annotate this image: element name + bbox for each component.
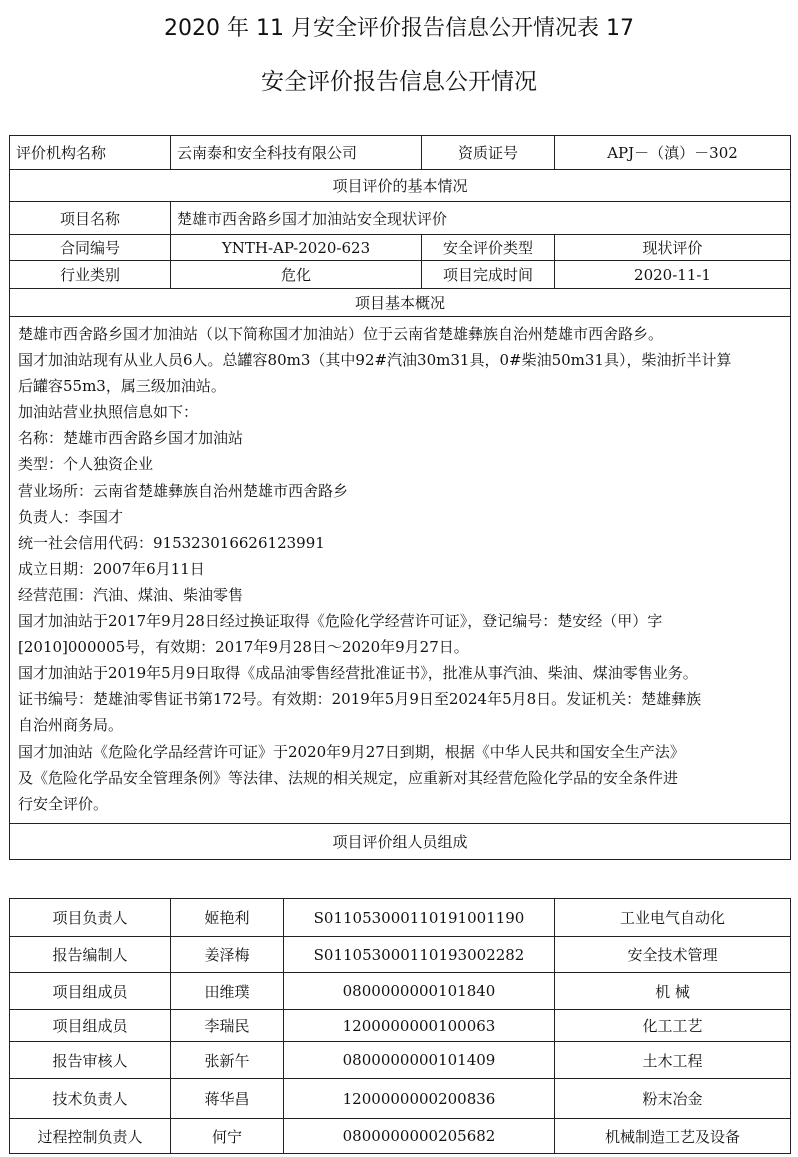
overview-line: 成立日期：2007年6月11日 (18, 559, 205, 578)
eval-type-label: 安全评价类型 (422, 235, 555, 261)
team-section-header: 项目评价组人员组成 (10, 823, 791, 859)
overview-line: 经营范围：汽油、煤油、柴油零售 (18, 585, 244, 604)
agency-value: 云南泰和安全科技有限公司 (171, 136, 422, 170)
team-role: 项目负责人 (10, 899, 171, 937)
overview-line: 名称：楚雄市西舍路乡国才加油站 (18, 429, 244, 448)
team-cert: S011053000110193002282 (284, 937, 555, 973)
team-cert: 1200000000200836 (284, 1079, 555, 1119)
table-row (10, 1119, 791, 1154)
team-role: 项目组成员 (10, 1010, 171, 1042)
team-cert: 0800000000101840 (284, 973, 555, 1010)
cert-value: APJ－（滇）－302 (555, 136, 791, 170)
overview-line: [2010]000005号，有效期：2017年9月28日～2020年9月27日。 (18, 638, 469, 657)
team-major: 安全技术管理 (555, 937, 791, 973)
team-major: 机 械 (555, 973, 791, 1010)
contract-label: 合同编号 (10, 235, 171, 261)
team-name: 张新午 (171, 1042, 284, 1079)
overview-content (10, 317, 791, 824)
team-cert: 0800000000101409 (284, 1042, 555, 1079)
team-role: 报告编制人 (10, 937, 171, 973)
table-row (10, 973, 791, 1010)
table-row (10, 1079, 791, 1119)
table-row (10, 899, 791, 937)
overview-line: 行安全评价。 (18, 794, 109, 813)
team-name: 姬艳利 (171, 899, 284, 937)
overview-line: 国才加油站于2019年5月9日取得《成品油零售经营批准证书》，批准从事汽油、柴油、煤油零售业务。 (18, 664, 698, 683)
industry-label: 行业类别 (10, 261, 171, 289)
project-name-label: 项目名称 (10, 202, 171, 235)
industry-value: 危化 (171, 261, 422, 289)
team-role: 技术负责人 (10, 1079, 171, 1119)
overview-line: 及《危险化学品安全管理条例》等法律、法规的相关规定，应重新对其经营危险化学品的安全条件进 (18, 768, 679, 787)
team-role: 项目组成员 (10, 973, 171, 1010)
basic-section-header: 项目评价的基本情况 (10, 170, 791, 202)
team-name: 何宁 (171, 1119, 284, 1154)
team-name: 李瑞民 (171, 1010, 284, 1042)
table-row (10, 1010, 791, 1042)
contract-value: YNTH-AP-2020-623 (171, 235, 422, 261)
overview-line: 后罐容55m3，属三级加油站。 (18, 377, 226, 396)
team-name: 姜泽梅 (171, 937, 284, 973)
overview-line: 统一社会信用代码：915323016626123991 (18, 533, 325, 552)
agency-label: 评价机构名称 (10, 136, 171, 170)
document-subtitle: 安全评价报告信息公开情况 (261, 69, 537, 95)
document-title: 2020 年 11 月安全评价报告信息公开情况表 17 (164, 16, 634, 41)
team-role: 报告审核人 (10, 1042, 171, 1079)
team-cert: 1200000000100063 (284, 1010, 555, 1042)
team-cert: 0800000000205682 (284, 1119, 555, 1154)
overview-section-header: 项目基本概况 (10, 289, 791, 317)
team-role: 过程控制负责人 (10, 1119, 171, 1154)
overview-line: 证书编号：楚雄油零售证书第172号。有效期：2019年5月9日至2024年5月8日。发证机关：楚雄彝族 (18, 690, 702, 709)
overview-line: 国才加油站《危险化学品经营许可证》于2020年9月27日到期，根据《中华人民共和国安全生产法》 (18, 742, 685, 761)
team-major: 粉末冶金 (555, 1079, 791, 1119)
eval-type-value: 现状评价 (555, 235, 791, 261)
overview-line: 营业场所：云南省楚雄彝族自治州楚雄市西舍路乡 (18, 481, 349, 500)
overview-line: 国才加油站现有从业人员6人。总罐容80m3（其中92#汽油30m31具，0#柴油50m31具），柴油折半计算 (18, 351, 732, 370)
overview-line: 加油站营业执照信息如下： (18, 403, 199, 422)
team-major: 工业电气自动化 (555, 899, 791, 937)
finish-time-value: 2020-11-1 (555, 261, 791, 289)
overview-line: 类型：个人独资企业 (18, 455, 154, 474)
overview-line: 自治州商务局。 (18, 716, 124, 735)
cert-label: 资质证号 (422, 136, 555, 170)
table-row (10, 1042, 791, 1079)
finish-time-label: 项目完成时间 (422, 261, 555, 289)
team-table (9, 898, 791, 1154)
table-row (10, 937, 791, 973)
overview-line: 国才加油站于2017年9月28日经过换证取得《危险化学经营许可证》，登记编号：楚安经（甲）字 (18, 612, 663, 631)
team-name: 田维璞 (171, 973, 284, 1010)
overview-line: 负责人：李国才 (18, 507, 124, 526)
project-name-value: 楚雄市西舍路乡国才加油站安全现状评价 (171, 202, 791, 235)
team-major: 化工工艺 (555, 1010, 791, 1042)
overview-line: 楚雄市西舍路乡国才加油站（以下简称国才加油站）位于云南省楚雄彝族自治州楚雄市西舍路乡。 (18, 325, 664, 343)
team-major: 机械制造工艺及设备 (555, 1119, 791, 1154)
disclosure-table (9, 135, 791, 860)
team-name: 蒋华昌 (171, 1079, 284, 1119)
team-major: 土木工程 (555, 1042, 791, 1079)
team-cert: S011053000110191001190 (284, 899, 555, 937)
